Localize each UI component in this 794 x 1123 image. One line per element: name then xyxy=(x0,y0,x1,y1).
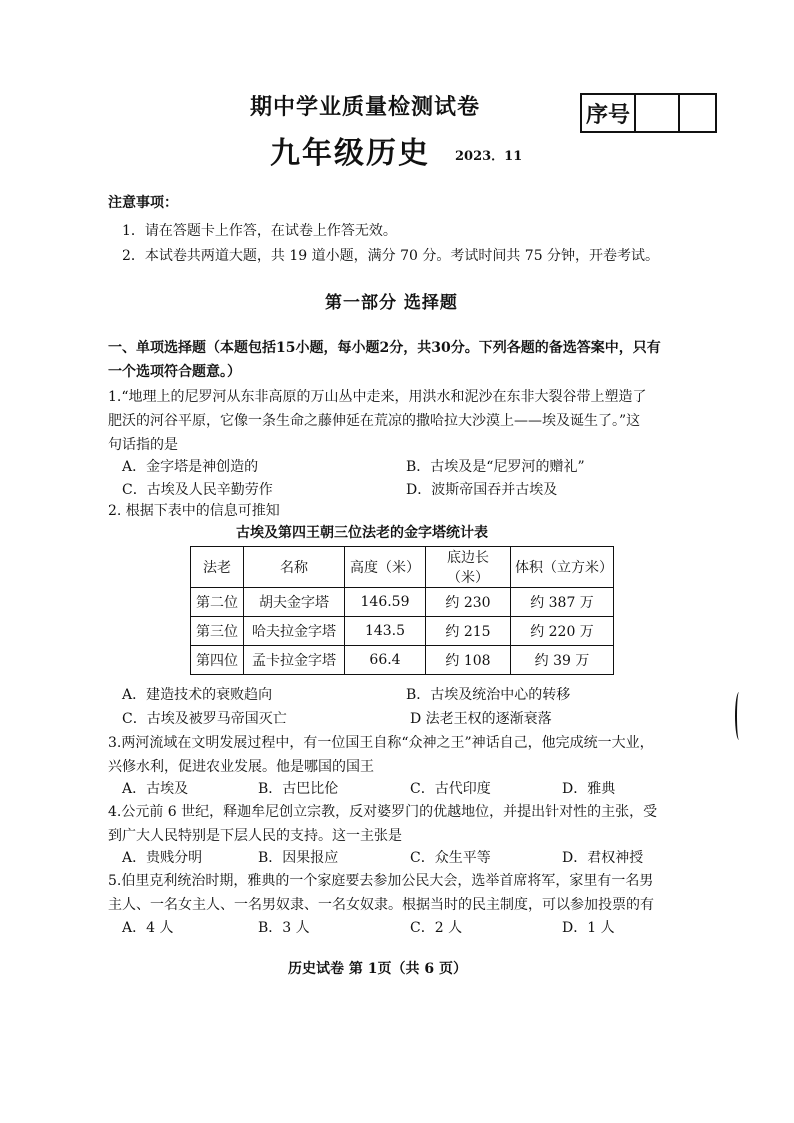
q3-option-c: C．古代印度 xyxy=(410,781,491,797)
q4-option-a: A．贵贱分明 xyxy=(122,850,203,866)
q5-stem-line: 主人、一名女主人、一名男奴隶、一名女奴隶。根据当时的民主制度，可以参加投票的有 xyxy=(108,897,654,913)
exam-subject: 九年级历史 xyxy=(270,136,430,171)
q5-option-c: C．2 人 xyxy=(410,920,463,936)
table-header: 底边长（米） xyxy=(426,547,511,588)
table-caption: 古埃及第四王朝三位法老的金字塔统计表 xyxy=(236,525,488,541)
q4-stem-line: 4.公元前 6 世纪，释迦牟尼创立宗教，反对婆罗门的优越地位，并提出针对性的主张，受 xyxy=(108,804,658,820)
q5-option-d: D．1 人 xyxy=(562,920,615,936)
table-header: 体积（立方米） xyxy=(511,547,614,588)
q2-option-c: C．古埃及被罗马帝国灭亡 xyxy=(122,711,287,727)
table-row xyxy=(191,588,614,617)
table-cell: 约 108 xyxy=(426,646,511,675)
q1-stem-line: 肥沃的河谷平原，它像一条生命之藤伸延在荒凉的撒哈拉大沙漠上——埃及诞生了。”这 xyxy=(108,413,641,429)
q1-stem-line: 1.“地理上的尼罗河从东非高原的万山丛中走来，用洪水和泥沙在东非大裂谷带上塑造了 xyxy=(108,389,647,405)
q4-option-d: D．君权神授 xyxy=(562,850,644,866)
table-cell: 143.5 xyxy=(345,617,426,646)
q1-option-d: D．波斯帝国吞并古埃及 xyxy=(406,482,558,498)
q2-stem: 2. 根据下表中的信息可推知 xyxy=(108,503,280,519)
q1-option-a: A．金字塔是神创造的 xyxy=(122,459,259,475)
table-cell: 胡夫金字塔 xyxy=(244,588,345,617)
table-cell: 第二位 xyxy=(191,588,244,617)
table-cell: 第三位 xyxy=(191,617,244,646)
sequence-label: 序号 xyxy=(582,95,636,131)
pyramid-table xyxy=(190,546,614,675)
table-cell: 66.4 xyxy=(345,646,426,675)
table-row xyxy=(191,617,614,646)
note-item: 2．本试卷共两道大题，共 19 道小题，满分 70 分。考试时间共 75 分钟，开卷考试。 xyxy=(122,248,660,264)
sequence-cell-1 xyxy=(636,95,680,131)
q4-option-b: B．因果报应 xyxy=(258,850,339,866)
q4-option-c: C．众生平等 xyxy=(410,850,491,866)
table-header: 名称 xyxy=(244,547,345,588)
table-cell: 约 387 万 xyxy=(511,588,614,617)
exam-title: 期中学业质量检测试卷 xyxy=(250,94,481,120)
instruction-line: 一个选项符合题意。） xyxy=(108,364,241,380)
exam-date: 2023．11 xyxy=(455,149,523,164)
instruction-line: 一、单项选择题（本题包括15小题，每小题2分，共30分。下列各题的备选答案中，只有 xyxy=(108,340,661,356)
notes-heading: 注意事项： xyxy=(108,195,178,211)
q4-stem-line: 到广大人民特别是下层人民的支持。这一主张是 xyxy=(108,828,402,844)
table-header: 高度（米） xyxy=(345,547,426,588)
table-cell: 约 39 万 xyxy=(511,646,614,675)
q1-option-c: C．古埃及人民辛勤劳作 xyxy=(122,482,273,498)
table-row xyxy=(191,646,614,675)
table-cell: 约 230 xyxy=(426,588,511,617)
q1-option-b: B．古埃及是“尼罗河的赠礼” xyxy=(406,459,585,475)
q3-option-a: A．古埃及 xyxy=(122,781,189,797)
sequence-number-box xyxy=(580,93,717,133)
table-header-row xyxy=(191,547,614,588)
table-cell: 约 220 万 xyxy=(511,617,614,646)
note-item: 1．请在答题卡上作答，在试卷上作答无效。 xyxy=(122,223,397,239)
q1-stem-line: 句话指的是 xyxy=(108,437,178,453)
table-cell: 146.59 xyxy=(345,588,426,617)
table-header: 法老 xyxy=(191,547,244,588)
table-cell: 孟卡拉金字塔 xyxy=(244,646,345,675)
margin-mark xyxy=(735,692,743,740)
q3-stem-line: 3.两河流域在文明发展过程中，有一位国王自称“众神之王”神话自己，他完成统一大业， xyxy=(108,735,654,751)
q2-option-a: A．建造技术的衰败趋向 xyxy=(122,687,273,703)
section-title: 第一部分 选择题 xyxy=(325,293,458,313)
q3-stem-line: 兴修水利，促进农业发展。他是哪国的国王 xyxy=(108,759,374,775)
table-cell: 约 215 xyxy=(426,617,511,646)
q2-option-d: D 法老王权的逐渐衰落 xyxy=(410,711,552,727)
q2-option-b: B．古埃及统治中心的转移 xyxy=(406,687,571,703)
q5-option-a: A．4 人 xyxy=(122,920,174,936)
q5-option-b: B．3 人 xyxy=(258,920,310,936)
page-footer: 历史试卷 第 1页（共 6 页） xyxy=(288,961,467,977)
sequence-cell-2 xyxy=(680,95,715,131)
table-cell: 哈夫拉金字塔 xyxy=(244,617,345,646)
q3-option-d: D．雅典 xyxy=(562,781,616,797)
q5-stem-line: 5.伯里克利统治时期，雅典的一个家庭要去参加公民大会，选举首席将军，家里有一名男 xyxy=(108,873,654,889)
q3-option-b: B．古巴比伦 xyxy=(258,781,339,797)
table-cell: 第四位 xyxy=(191,646,244,675)
